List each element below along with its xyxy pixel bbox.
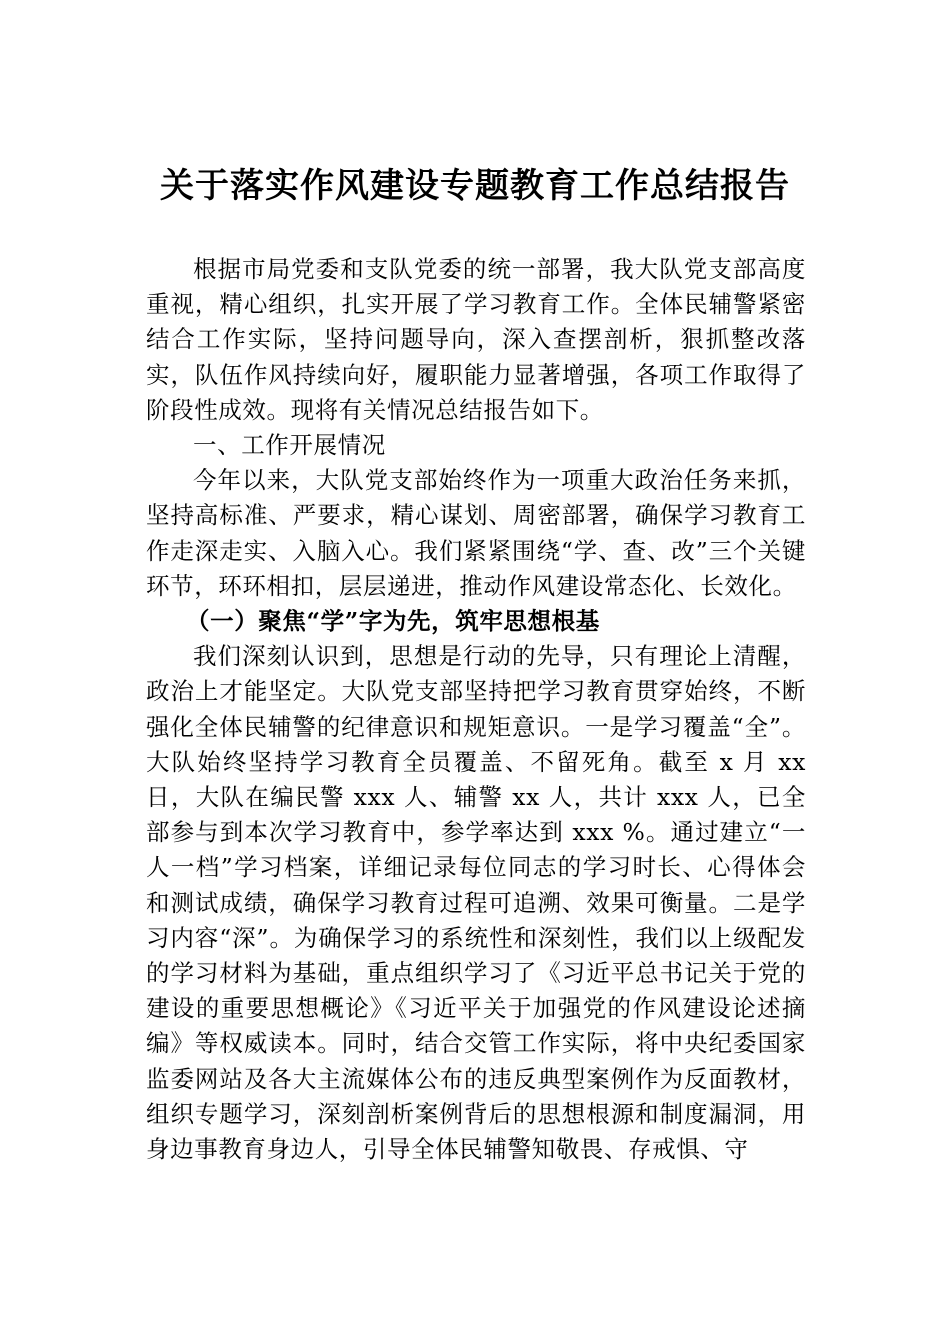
intro-paragraph: 根据市局党委和支队党委的统一部署，我大队党支部高度重视，精心组织，扎实开展了学习教育工作。全体民辅警紧密结合工作实际，坚持问题导向，深入查摆剖析，狠抓整改落实，队伍作风持续向好，履职能力显著增强，各项工作取得了阶段性成效。现将有关情况总结报告如下。 xyxy=(146,255,806,424)
document-body xyxy=(146,252,806,1167)
section-paragraph-overview: 今年以来，大队党支部始终作为一项重大政治任务来抓，坚持高标准、严要求，精心谋划、周密部署，确保学习教育工作走深走实、入脑入心。我们紧紧围绕“学、查、改”三个关键环节，环环相扣，层层递进，推动作风建设常态化、长效化。 xyxy=(146,466,806,600)
subsection-heading-study: （一）聚焦“学”字为先，筑牢思想根基 xyxy=(186,607,600,636)
document-title: 关于落实作风建设专题教育工作总结报告 xyxy=(160,166,790,206)
section-heading-work-progress: 一、工作开展情况 xyxy=(193,431,386,460)
subsection-paragraph-study: 我们深刻认识到，思想是行动的先导，只有理论上清醒，政治上才能坚定。大队党支部坚持把学习教育贯穿始终，不断强化全体民辅警的纪律意识和规矩意识。一是学习覆盖“全”。大队始终坚持学习教育全员覆盖、不留死角。截至 x 月 xx 日，大队在编民警 xxx 人、辅警 xx 人，共计 xxx 人，已全部参与到本次学习教育中，参学率达到 xxx %。通过建立“一人一档”学习档案，详细记录每位同志的学习时长、心得体会和测试成绩，确保学习教育过程可追溯、效果可衡量。二是学习内容“深”。为确保学习的系统性和深刻性，我们以上级配发的学习材料为基础，重点组织学习了《习近平总书记关于党的建设的重要思想概论》《习近平关于加强党的作风建设论述摘编》等权威读本。同时，结合交管工作实际，将中央纪委国家监委网站及各大主流媒体公布的违反典型案例作为反面教材，组织专题学习，深刻剖析案例背后的思想根源和制度漏洞，用身边事教育身边人，引导全体民辅警知敬畏、存戒惧、守 xyxy=(146,642,806,1164)
